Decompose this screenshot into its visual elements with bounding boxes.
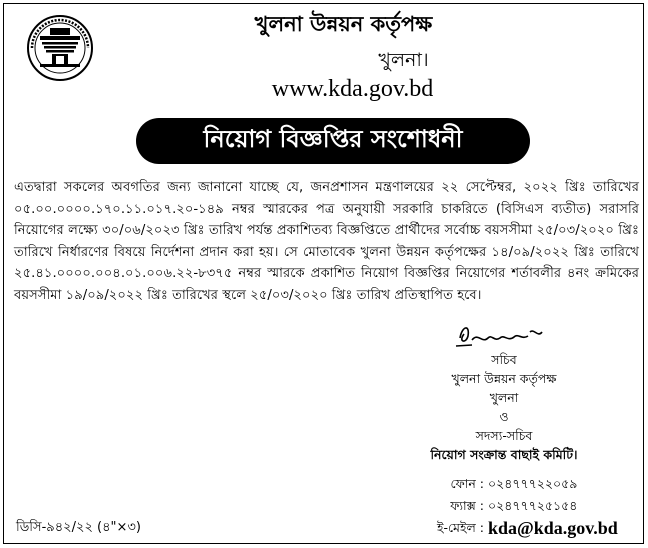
website-url[interactable]: www.kda.gov.bd <box>271 76 434 102</box>
org-city: খুলনা। <box>378 49 429 71</box>
notice-body: এতদ্বারা সকলের অবগতির জন্য জানানো যাচ্ছে যে, জনপ্রশাসন মন্ত্রণালয়ের ২২ সেপ্টেম্বর, ২০২২ খ্রিঃ তারিখের ০৫.০০.০০০০.১৭০.১১.০১৭.২০-১৪৯ নম্বর স্মারকের পত্র অনুযায়ী সরকারি চাকরিতে (বিসিএস ব্যতীত) সরাসরি নিয়োগের লক্ষ্যে ৩০/০৬/২০২৩ খ্রিঃ তারিখ পর্যন্ত প্রকাশিতব্য বিজ্ঞপ্তিতে প্রার্থীদের সর্বোচ্চ বয়সসীমা ২৫/০৩/২০২০ খ্রিঃ তারিখে নির্ধারণের বিষয়ে নির্দেশনা প্রদান করা হয়। সে মোতাবেক খুলনা উন্নয়ন কর্তৃপক্ষের ১৪/০৯/২০২২ খ্রিঃ তারিখে ২৫.৪১.০০০০.০০৪.০১.০০৬.২২-৮৩৭৫ নম্বর স্মারকে প্রকাশিত নিয়োগ বিজ্ঞপ্তির নিয়োগের শর্তাবলীর ৪নং ক্রমিকের বয়সসীমা ১৯/০৯/২০২২ খ্রিঃ তারিখের স্থলে ২৫/০৩/২০২০ খ্রিঃ তারিখ প্রতিস্থাপিত হবে। <box>14 180 639 303</box>
email-row <box>422 517 618 539</box>
phone-label: ফোন : <box>450 476 484 491</box>
phone-row <box>422 473 618 495</box>
signatory-and: ও <box>499 409 509 424</box>
ad-reference-code: ডিসি-৯৪২/২২ (৪"×৩) <box>16 520 141 535</box>
signatory-org: খুলনা উন্নয়ন কর্তৃপক্ষ <box>451 371 557 386</box>
signatory-designation: সচিব <box>491 352 517 367</box>
org-name: খুলনা উন্নয়ন কর্তৃপক্ষ <box>254 12 433 36</box>
contact-info <box>422 473 618 539</box>
notice-frame <box>3 3 644 544</box>
signatory-committee: নিয়োগ সংক্রান্ত বাছাই কমিটি। <box>430 447 578 462</box>
fax-value: ০২৪৭৭৭২৫১৫৪ <box>488 498 578 513</box>
signatory-role: সদস্য-সচিব <box>475 428 533 443</box>
fax-row <box>422 495 618 517</box>
notice-title: নিয়োগ বিজ্ঞপ্তির সংশোধনী <box>203 125 463 153</box>
fax-label: ফ্যাক্স : <box>450 498 484 513</box>
email-label: ই-মেইল : <box>436 520 484 535</box>
email-value[interactable]: kda@kda.gov.bd <box>488 518 618 538</box>
signature-scribble <box>452 318 552 352</box>
notice-title-banner <box>136 118 530 164</box>
signatory-block <box>404 350 604 464</box>
signatory-city: খুলনা <box>489 390 519 405</box>
phone-value: ০২৪৭৭৭২২০৫৯ <box>488 476 578 491</box>
